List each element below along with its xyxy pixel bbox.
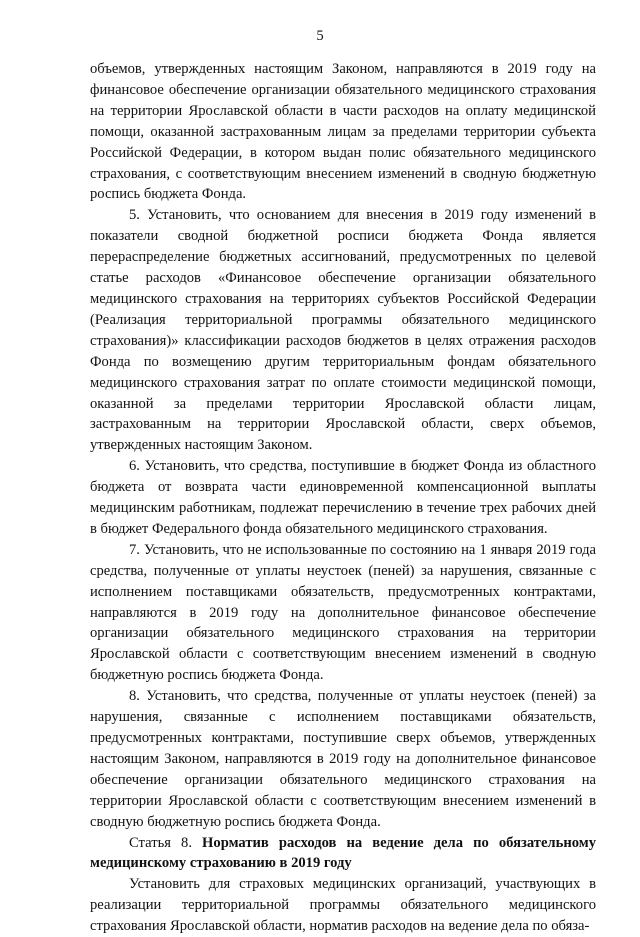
article-8-heading: [90, 833, 596, 875]
page-number: 5: [316, 28, 324, 44]
paragraph-item-7: 7. Установить, что не использованные по состоянию на 1 января 2019 года средства, полученные от уплаты неустоек (пеней) за нарушения, связанные с исполнением поставщиками обязательств, предусмотренных контрактами, направляются в 2019 году на дополнительное финансовое обеспечение организации обязательного медицинского страхования на территории Ярославской области с соответствующим внесением изменений в сводную бюджетную роспись бюджета Фонда.: [90, 541, 596, 684]
article-title: Норматив расходов на ведение дела по обязательному медицинскому страхованию в 2019 году: [90, 834, 596, 872]
article-label: Статья 8.: [129, 834, 203, 851]
article-8-paragraph: Установить для страховых медицинских организаций, участвующих в реализации территориальной программы обязательного медицинского страхования Ярославской области, норматив расходов на ведение дела по обяза-: [90, 876, 596, 935]
document-body: [90, 59, 596, 937]
paragraph-continuation: объемов, утвержденных настоящим Законом, направляются в 2019 году на финансовое обеспечение организации обязательного медицинского страхования на территории Ярославской области в части расходов на оплату медицинской помощи, оказанной застрахованным лицам за пределами территории субъекта Российской Федерации, в котором выдан полис обязательного медицинского страхования, с соответствующим внесением изменений в сводную бюджетную роспись бюджета Фонда.: [90, 61, 596, 203]
paragraph-item-6: 6. Установить, что средства, поступившие в бюджет Фонда из областного бюджета от возврата части единовременной компенсационной выплаты медицинским работникам, подлежат перечислению в течение трех рабочих дней в бюджет Федерального фонда обязательного медицинского страхования.: [90, 458, 596, 537]
paragraph-item-5: 5. Установить, что основанием для внесения в 2019 году изменений в показатели сводной бюджетной росписи бюджета Фонда является перераспределение бюджетных ассигнований, предусмотренных по целевой статье расходов «Финансовое обеспечение организации обязательного медицинского страхования на территориях субъектов Российской Федерации (Реализация территориальной программы обязательного медицинского страхования)» классификации расходов бюджетов в целях отражения расходов Фонда по возмещению другим территориальным фондам обязательного медицинского страхования затрат по оплате стоимости медицинской помощи, оказанной за пределами территории Ярославской области лицам, застрахованным на территории Ярославской области, сверх объемов, утвержденных настоящим Законом.: [90, 207, 596, 454]
paragraph-item-8: 8. Установить, что средства, полученные от уплаты неустоек (пеней) за нарушения, связанные с исполнением поставщиками обязательств, предусмотренных контрактами, поступившие сверх объемов, утвержденных настоящим Законом, направляются в 2019 году на дополнительное финансовое обеспечение организации обязательного медицинского страхования на территории Ярославской области с соответствующим внесением изменений в сводную бюджетную роспись бюджета Фонда.: [90, 688, 596, 830]
